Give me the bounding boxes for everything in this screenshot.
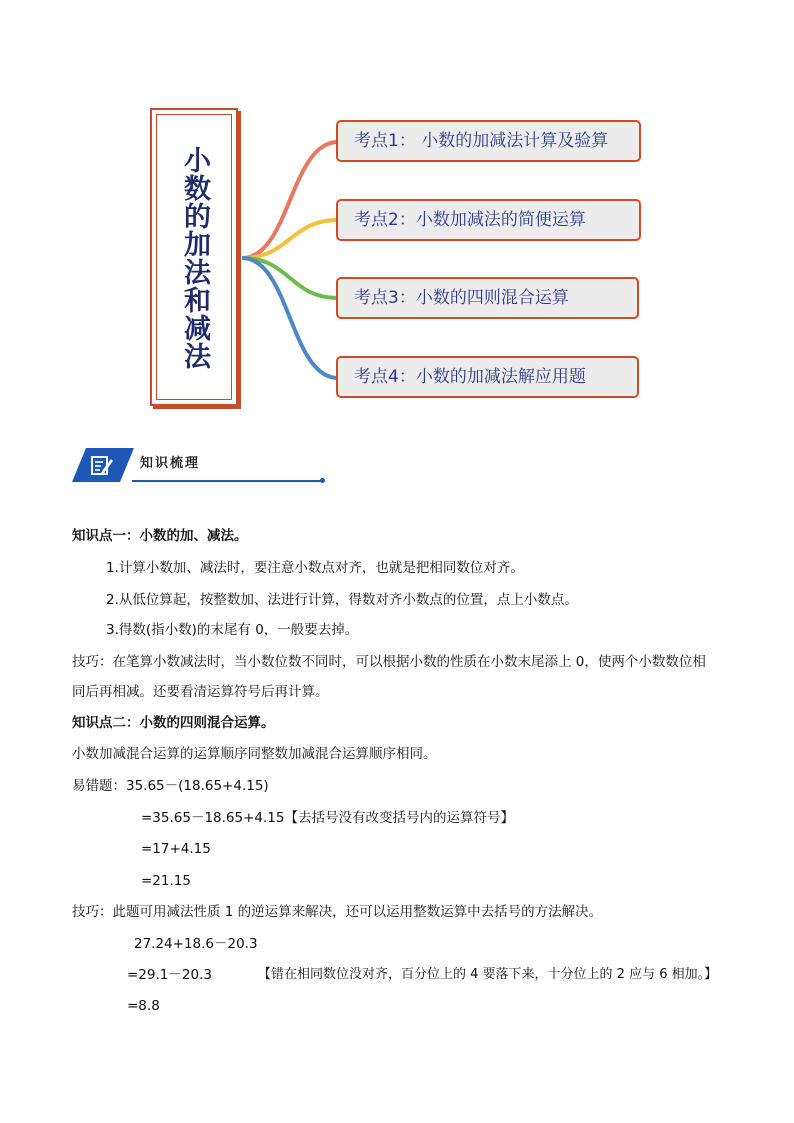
example1-step-3: =21.15 [141,873,191,889]
mindmap-node-3: 考点3：小数的四则混合运算 [336,277,639,319]
mindmap-node-1: 考点1： 小数的加减法计算及验算 [336,120,641,162]
kp1-item-2: 2.从低位算起，按整数加、法进行计算，得数对齐小数点的位置，点上小数点。 [106,592,578,608]
kp2-tip: 技巧：此题可用减法性质 1 的逆运算来解决，还可以运用整数运算中去括号的方法解决。 [72,904,603,920]
kp1-heading: 知识点一：小数的加、减法。 [72,528,248,544]
kp1-tip-line-2: 同后再相减。还要看清运算符号后再计算。 [72,684,329,700]
example1-step-1: =35.65－18.65+4.15【去括号没有改变括号内的运算符号】 [141,810,514,826]
section-underline [132,480,322,482]
kp2-heading: 知识点二：小数的四则混合运算。 [72,715,275,731]
kp2-rule: 小数加减混合运算的运算顺序同整数加减混合运算顺序相同。 [72,746,437,762]
section-underline-dot [320,478,325,483]
example1-label: 易错题：35.65－(18.65+4.15) [72,778,269,794]
mindmap-title: 小数的加法和减法 [179,145,210,370]
example2-note: 【错在相同数位没对齐，百分位上的 4 要落下来，十分位上的 2 应与 6 相加。】 [258,967,718,982]
mindmap-node-4: 考点4：小数的加减法解应用题 [336,356,639,398]
example2-expr: 27.24+18.6－20.3 [134,936,258,952]
mindmap-node-2: 考点2：小数加减法的简便运算 [336,199,641,241]
section-title: 知识梳理 [140,456,201,471]
example2-step-2: =8.8 [127,998,160,1014]
example1-step-2: =17+4.15 [141,841,211,857]
kp1-item-3: 3.得数(指小数)的末尾有 0，一般要去掉。 [106,622,359,638]
section-header [72,448,254,482]
kp1-tip-line-1: 技巧：在笔算小数减法时，当小数位数不同时，可以根据小数的性质在小数末尾添上 0，使两个小数数位相 [72,654,706,670]
kp1-item-1: 1.计算小数加、减法时，要注意小数点对齐，也就是把相同数位对齐。 [106,560,524,576]
notepad-pencil-icon [90,454,114,476]
example2-step-1: =29.1－20.3 [127,967,212,983]
